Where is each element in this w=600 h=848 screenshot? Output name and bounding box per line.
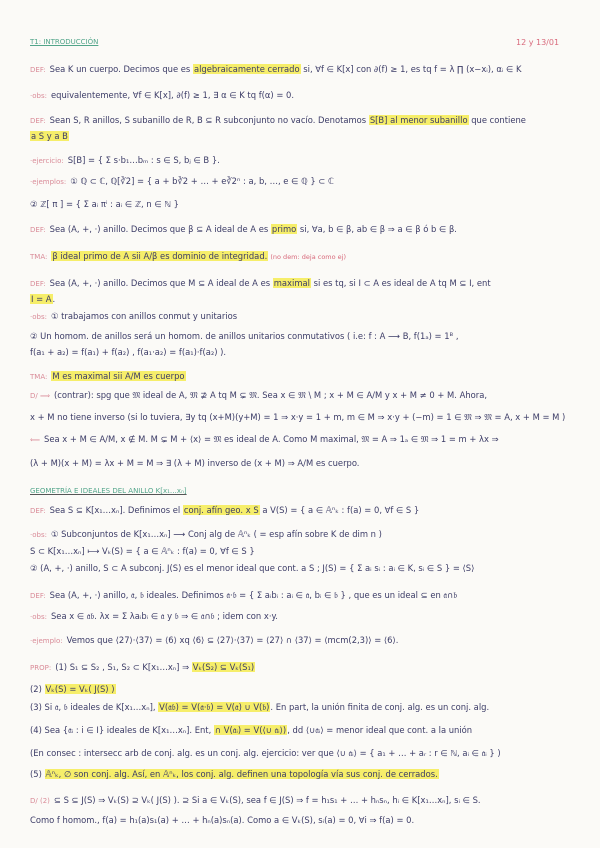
note-line <box>30 278 491 290</box>
line-tag: ·obs: <box>30 92 47 100</box>
highlight: M es maximal sii A/M es cuerpo <box>52 371 185 381</box>
line-text: Sea S ⊆ K[x₁…xₙ]. Definimos el <box>49 505 183 515</box>
note-line <box>30 331 459 342</box>
line-text-rest: si, ∀a, b ∈ β, ab ∈ β ⇒ a ∈ β ó b ∈ β. <box>297 224 457 234</box>
line-text: ① Subconjuntos de K[x₁…xₙ] ⟶ Conj alg de 𝔸ⁿₖ ( = esp afín sobre K de dim n ) <box>50 529 382 539</box>
line-text: ② (A, +, ·) anillo, S ⊂ A subconj. J(S) es el menor ideal que cont. a S ; J(S) = { Σ aᵢ sᵢ : aᵢ ∈ K, sᵢ ∈ S } = ⟨S⟩ <box>30 563 475 573</box>
line-text: ① ℚ ⊂ ℂ, ℚ[∛2] = { a + b∛2 + … + e∛2ⁿ : a, b, …, e ∈ ℚ } ⊂ ℂ <box>70 176 334 186</box>
highlight: conj. afín geo. x S <box>183 505 259 515</box>
line-tag: ·ejercicio: <box>30 157 64 165</box>
highlight: I = A <box>31 294 52 304</box>
line-text: Sea K un cuerpo. Decimos que es <box>49 64 193 74</box>
line-text: Sea (A, +, ·) anillo. Decimos que M ⊆ A ideal de A es <box>49 278 273 288</box>
line-text: ② ℤ[ π ] = { Σ aᵢ πⁱ : aᵢ ∈ ℤ, n ∈ ℕ } <box>30 199 180 209</box>
line-text: S ⊂ K[x₁…xₙ] ⟼ Vₖ(S) = { a ∈ 𝔸ⁿₖ : f(a) = 0, ∀f ∈ S } <box>30 546 255 556</box>
note-line <box>30 90 294 102</box>
line-text-rest: si es tq, si I ⊂ A es ideal de A tq M ⊆ I, ent <box>310 278 491 288</box>
line-tag: DEF: <box>30 507 46 515</box>
note-line <box>30 412 565 423</box>
line-tag: TMA: <box>30 373 48 381</box>
line-note: (no dem: deja como ej) <box>268 253 347 261</box>
line-text: ① trabajamos con anillos conmut y unitarios <box>50 311 238 321</box>
line-tag: DEF: <box>30 226 46 234</box>
line-text: (4) Sea {𝔞ᵢ : i ∈ I} ideales de K[x₁…xₙ]. Ent, <box>30 725 214 735</box>
note-line <box>30 434 499 446</box>
highlight: Vₖ(S) = Vₖ( J(S) ) <box>45 684 115 694</box>
highlight: β ideal primo de A sii A/β es dominio de integridad. <box>52 251 268 261</box>
line-tag: DEF: <box>30 117 46 125</box>
line-tag: ·ejemplo: <box>30 637 63 645</box>
line-tag: DEF: <box>30 592 46 600</box>
note-line <box>30 563 474 574</box>
highlight: 𝔸ⁿₖ, ∅ son conj. alg. Así, en 𝔸ⁿₖ, los conj. alg. definen una topología vía sus conj. de cerrados. <box>45 769 438 779</box>
note-line <box>30 347 226 358</box>
line-text: (contrar): spg que 𝔐 ideal de A, 𝔐 ⊉ A tq M ⊊ 𝔐. Sea x ∈ 𝔐 \ M ; x + M ∈ A/M y x + M ≠ 0 + M. Ahora, <box>54 390 487 400</box>
note-line <box>30 371 186 383</box>
line-text: equivalentemente, ∀f ∈ K[x], ∂(f) ≥ 1, ∃ α ∈ K tq f(α) = 0. <box>50 90 295 100</box>
note-line <box>30 294 55 305</box>
line-text-rest: que contiene <box>468 115 526 125</box>
note-line <box>30 748 501 759</box>
line-text-rest: si, ∀f ∈ K[x] con ∂(f) ≥ 1, es tq f = λ ∏ (x−xᵢ), αᵢ ∈ K <box>300 64 522 74</box>
note-line <box>30 725 472 736</box>
note-line <box>30 529 382 541</box>
note-line <box>30 662 255 674</box>
line-tag: DEF: <box>30 280 46 288</box>
line-text: Como f homom., f(a) = h₁(a)s₁(a) + … + hₙ(a)sₙ(a). Como a ∈ Vₖ(S), sᵢ(a) = 0, ∀i ⇒ f(a) = 0. <box>30 815 415 825</box>
page-date: 12 y 13/01 <box>516 38 560 47</box>
line-text: x + M no tiene inverso (si lo tuviera, ∃y tq (x+M)(y+M) = 1 ⇒ x·y = 1 + m, m ∈ M ⇒ x·y + (−m) = 1 ∈ 𝔐 ⇒ 𝔐 = A, x + M = M ) <box>30 412 566 422</box>
line-text: (En consec : intersecc arb de conj. alg. es un conj. alg. ejercicio: ver que ⟨∪ 𝔞ᵢ⟩ = { a₁ + … + aᵣ : r ∈ ℕ, aᵢ ∈ 𝔞ᵢ } ) <box>30 748 501 758</box>
highlight: V(𝔞𝔟) = V(𝔞·𝔟) = V(𝔞) ∪ V(𝔟) <box>159 702 270 712</box>
line-tag: ·ejemplos: <box>30 178 67 186</box>
highlight: maximal <box>273 278 310 288</box>
note-line <box>30 485 187 497</box>
highlight: Vₖ(S₂) ⊆ Vₖ(S₁) <box>192 662 255 672</box>
line-text: Sea x + M ∈ A/M, x ∉ M. M ⊊ M + ⟨x⟩ = 𝔐 es ideal de A. Como M maximal, 𝔐 = A ⇒ 1ₐ ∈ 𝔐 ⇒ 1 = m + λx ⇒ <box>44 434 499 444</box>
line-text: Vemos que ⟨27⟩·⟨37⟩ = ⟨6⟩ xq ⟨6⟩ ⊆ ⟨27⟩·⟨37⟩ = ⟨27⟩ ∩ ⟨37⟩ = ⟨mcm(2,3)⟩ = ⟨6⟩. <box>66 635 399 645</box>
line-text: Sea (A, +, ·) anillo, 𝔞, 𝔟 ideales. Definimos 𝔞·𝔟 = { Σ aᵢbᵢ : aᵢ ∈ 𝔞, bᵢ ∈ 𝔟 } , que es un ideal ⊆ en 𝔞∩𝔟 <box>49 590 458 600</box>
note-line <box>30 546 255 557</box>
note-line <box>30 635 398 647</box>
note-line <box>30 311 237 323</box>
line-text: (2) <box>30 684 45 694</box>
line-text: (λ + M)(x + M) = λx + M = M ⇒ ∃ (λ + M) inverso de (x + M) ⇒ A/M es cuerpo. <box>30 458 360 468</box>
note-line <box>30 224 457 236</box>
line-text: Sea x ∈ 𝔞𝔟. λx = Σ λaᵢbᵢ ∈ 𝔞 y 𝔟 ⇒ ∈ 𝔞∩𝔟 ; idem con x·y. <box>50 611 278 621</box>
line-tag: ·obs: <box>30 313 47 321</box>
line-tag: PROP: <box>30 664 52 672</box>
line-tag: ·obs: <box>30 613 47 621</box>
highlight: a S y a B <box>31 131 68 141</box>
note-line <box>30 815 414 826</box>
line-tag: ·obs: <box>30 531 47 539</box>
note-line <box>30 611 278 623</box>
line-tag: ⟸ <box>30 436 41 444</box>
note-line <box>30 131 69 142</box>
page-title: T1: INTRODUCCIÓN <box>30 38 99 46</box>
line-text-rest: . En part, la unión finita de conj. alg. es un conj. alg. <box>270 702 490 712</box>
note-line <box>30 115 526 127</box>
highlight: algebraicamente cerrado <box>193 64 300 74</box>
note-line <box>30 390 487 402</box>
note-line <box>30 251 346 263</box>
highlight: S[B] al menor subanillo <box>369 115 468 125</box>
line-text: Sean S, R anillos, S subanillo de R, B ⊆ R subconjunto no vacío. Denotamos <box>49 115 369 125</box>
note-line <box>30 155 220 167</box>
line-text: (3) Si 𝔞, 𝔟 ideales de K[x₁…xₙ], <box>30 702 159 712</box>
line-tag: DEF: <box>30 66 46 74</box>
line-text: Sea (A, +, ·) anillo. Decimos que β ⊆ A ideal de A es <box>49 224 271 234</box>
line-tag: D/ (2) <box>30 797 50 805</box>
note-line <box>30 795 481 807</box>
note-line <box>30 684 116 695</box>
note-line <box>30 590 457 602</box>
line-text-rest: . <box>52 294 56 304</box>
line-text: S[B] = { Σ s·b₁…bₘ : s ∈ S, bⱼ ∈ B }. <box>67 155 220 165</box>
note-line <box>30 176 334 188</box>
note-line <box>30 505 419 517</box>
note-line <box>30 64 522 76</box>
note-line <box>30 199 179 210</box>
line-text: f(a₁ + a₂) = f(a₁) + f(a₂) , f(a₁·a₂) = f(a₁)·f(a₂) ). <box>30 347 227 357</box>
note-line <box>30 702 489 713</box>
highlight: primo <box>271 224 297 234</box>
line-text: (1) S₁ ⊆ S₂ , S₁, S₂ ⊂ K[x₁…xₙ] ⇒ <box>55 662 192 672</box>
line-tag: D/ ⟹ <box>30 392 51 400</box>
line-text: ② Un homom. de anillos será un homom. de anillos unitarios conmutativos ( i.e: f : A ⟶ B, f(1ₐ) = 1ᴮ , <box>30 331 459 341</box>
note-line <box>30 458 359 469</box>
line-tag: TMA: <box>30 253 48 261</box>
line-text: GEOMETRÍA E IDEALES DEL ANILLO K[x₁…xₙ] <box>30 487 187 495</box>
line-text-rest: , dd ⟨∪𝔞ᵢ⟩ = menor ideal que cont. a la unión <box>287 725 473 735</box>
line-text: ⊆ S ⊆ J(S) ⇒ Vₖ(S) ⊇ Vₖ( J(S) ). ⊇ Si a ∈ Vₖ(S), sea f ∈ J(S) ⇒ f = h₁s₁ + … + hₙsₙ, hᵢ ∈ K[x₁…xₙ], sᵢ ∈ S. <box>53 795 481 805</box>
note-line <box>30 769 439 780</box>
line-text-rest: a V(S) = { a ∈ 𝔸ⁿₖ : f(a) = 0, ∀f ∈ S } <box>259 505 420 515</box>
line-text: (5) <box>30 769 45 779</box>
highlight: ∩ V(𝔞ᵢ) = V(⟨∪ 𝔞ᵢ⟩) <box>214 725 287 735</box>
